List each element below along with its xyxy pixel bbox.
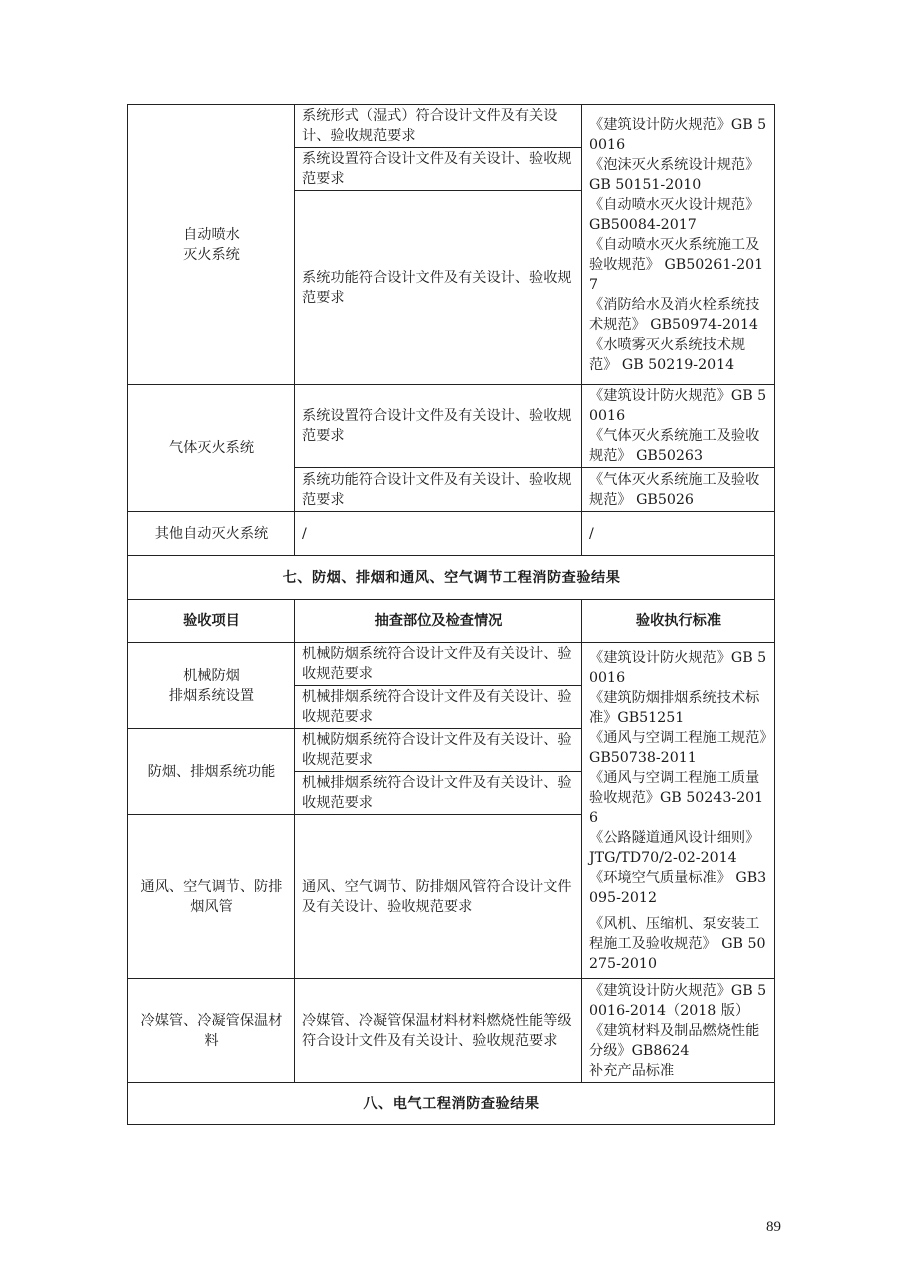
standard-line: 《泡沫灭火系统设计规范》GB 50151-2010: [589, 156, 760, 193]
mech-check-2: 机械排烟系统符合设计文件及有关设计、验收规范要求: [295, 686, 582, 729]
table-row: [128, 1083, 775, 1125]
refrig-standards-cell: [582, 979, 775, 1083]
standard-line: 《通风与空调工程施工质量验收规范》GB 50243-2016: [589, 769, 764, 826]
refrig-item-cell: 冷媒管、冷凝管保温材料: [128, 979, 295, 1083]
standard-line: 《自动喷水灭火系统施工及验收规范》 GB50261-2017: [589, 236, 764, 293]
standard-line: 《消防给水及消火栓系统技术规范》 GB50974-2014: [589, 296, 760, 333]
sprinkler-check-3: 系统功能符合设计文件及有关设计、验收规范要求: [295, 191, 582, 385]
standard-line: 《通风与空调工程施工规范》GB50738-2011: [589, 729, 767, 766]
sprinkler-check-1: 系统形式（湿式）符合设计文件及有关设计、验收规范要求: [295, 105, 582, 148]
standard-line: 《建筑材料及制品燃烧性能分级》GB8624: [589, 1022, 760, 1059]
standard-line: 《公路隧道通风设计细则》 JTG/TD70/2-02-2014: [589, 829, 760, 866]
mech-check-1: 机械防烟系统符合设计文件及有关设计、验收规范要求: [295, 643, 582, 686]
standard-line: 《气体灭火系统施工及验收规范》 GB5026: [589, 471, 760, 508]
mech-item-label: 机械防烟 排烟系统设置: [168, 667, 255, 704]
section7-standards-cell: [582, 643, 775, 979]
header-item: 验收项目: [128, 600, 295, 643]
standard-line: 《自动喷水灭火设计规范》GB50084-2017: [589, 196, 760, 233]
gas-standards-cell-2: [582, 468, 775, 512]
duct-check-cell: 通风、空气调节、防排烟风管符合设计文件及有关设计、验收规范要求: [295, 815, 582, 979]
standard-line: 《水喷雾灭火系统技术规范》 GB 50219-2014: [589, 336, 746, 373]
sprinkler-item-cell: [128, 105, 295, 385]
table-row: [128, 556, 775, 600]
gas-standards-cell-1: [582, 385, 775, 468]
header-standard: 验收执行标准: [582, 600, 775, 643]
duct-item-cell: 通风、空气调节、防排烟风管: [128, 815, 295, 979]
sprinkler-check-2: 系统设置符合设计文件及有关设计、验收规范要求: [295, 148, 582, 191]
standard-line: 《建筑设计防火规范》GB 50016: [589, 116, 767, 153]
standard-line: 《建筑防烟排烟系统技术标准》GB51251: [589, 689, 760, 726]
standard-line: 补充产品标准: [589, 1062, 675, 1079]
table-header-row: [128, 600, 775, 643]
inspection-table: [127, 104, 775, 1125]
header-check: 抽查部位及检查情况: [295, 600, 582, 643]
gas-check-2: 系统功能符合设计文件及有关设计、验收规范要求: [295, 468, 582, 512]
standard-line: 《风机、压缩机、泵安装工程施工及验收规范》 GB 50275-2010: [589, 915, 766, 972]
gas-item-cell: 气体灭火系统: [128, 385, 295, 512]
standard-line: 《气体灭火系统施工及验收规范》 GB50263: [589, 428, 760, 464]
standard-line: 《建筑设计防火规范》GB 50016-2014（2018 版）: [589, 982, 767, 1019]
table-row: [128, 512, 775, 556]
table-row: [128, 643, 775, 686]
mech-item-cell: [128, 643, 295, 729]
func-check-2: 机械排烟系统符合设计文件及有关设计、验收规范要求: [295, 772, 582, 815]
page-number: 89: [766, 1219, 781, 1235]
other-item-cell: 其他自动灭火系统: [128, 512, 295, 556]
standard-line: 《建筑设计防火规范》GB 50016: [589, 388, 767, 424]
other-check-cell: /: [295, 512, 582, 556]
section-8-title: 八、电气工程消防查验结果: [128, 1083, 775, 1125]
func-item-cell: 防烟、排烟系统功能: [128, 729, 295, 815]
section-7-title: 七、防烟、排烟和通风、空气调节工程消防查验结果: [128, 556, 775, 600]
standard-line: 《环境空气质量标准》 GB3095-2012: [589, 869, 767, 906]
sprinkler-standards-cell: [582, 105, 775, 385]
gas-check-1: 系统设置符合设计文件及有关设计、验收规范要求: [295, 385, 582, 468]
table-row: [128, 105, 775, 148]
refrig-check-cell: 冷媒管、冷凝管保温材料材料燃烧性能等级符合设计文件及有关设计、验收规范要求: [295, 979, 582, 1083]
sprinkler-item-label: 自动喷水 灭火系统: [183, 226, 240, 263]
table-row: [128, 979, 775, 1083]
table-row: [128, 385, 775, 468]
func-check-1: 机械防烟系统符合设计文件及有关设计、验收规范要求: [295, 729, 582, 772]
other-standard-cell: /: [582, 512, 775, 556]
standard-line: 《建筑设计防火规范》GB 50016: [589, 649, 767, 686]
